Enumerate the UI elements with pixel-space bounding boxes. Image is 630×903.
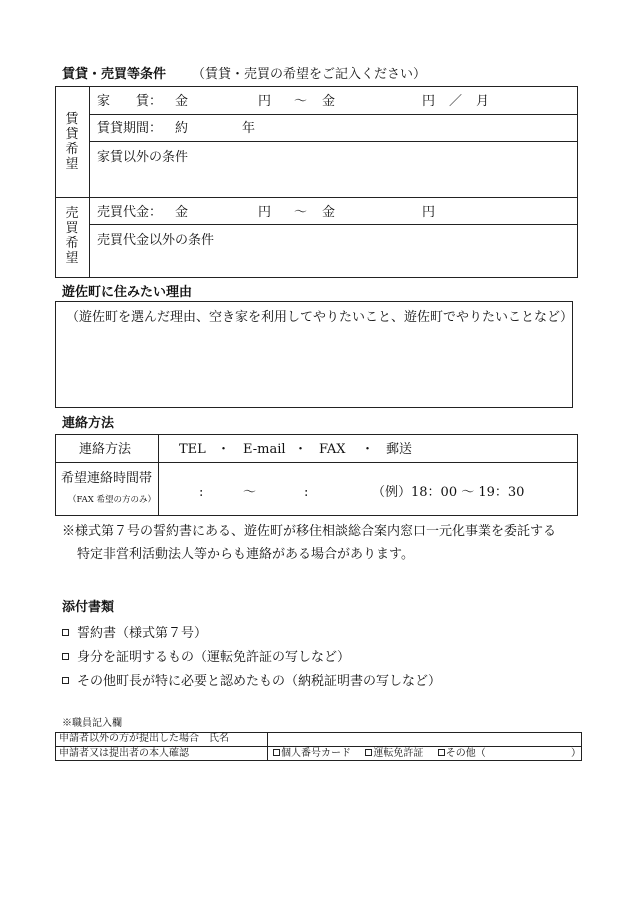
rent-min-field[interactable] bbox=[190, 92, 256, 110]
attachment-item-label: 誓約書（様式第７号） bbox=[77, 626, 208, 641]
time-to-field[interactable] bbox=[284, 482, 334, 500]
sale-other-label: 売買代金以外の条件 bbox=[97, 233, 215, 248]
time-label: 希望連絡時間帯 bbox=[61, 471, 153, 486]
sale-en-from: 円 bbox=[258, 205, 272, 220]
attachments-title: 添付書類 bbox=[62, 600, 115, 615]
reason-hint: （遊佐町を選んだ理由、空き家を利用してやりたいこと、遊佐町でやりたいことなど） bbox=[66, 310, 574, 325]
rent-sale-note: （賃貸・売買の希望をご記入ください） bbox=[192, 67, 427, 82]
staff-title: ※職員記入欄 bbox=[62, 718, 122, 729]
rent-sale-title: 賃貸・売買等条件 bbox=[62, 67, 167, 82]
time-tilde: 〜 bbox=[243, 485, 257, 500]
sale-tilde: 〜 bbox=[294, 205, 308, 220]
rent-tilde: 〜 bbox=[294, 94, 308, 109]
check-option-other[interactable]: その他（ bbox=[438, 748, 486, 759]
staff-row1-label: 申請者以外の方が提出した場合 氏名 bbox=[59, 733, 229, 744]
contact-dot-1: ・ bbox=[217, 442, 231, 457]
sale-label: 売買代金： bbox=[97, 205, 163, 220]
contact-option-email[interactable]: E-mail bbox=[243, 442, 286, 457]
rent-en-to: 円 bbox=[422, 94, 436, 109]
checkbox[interactable] bbox=[62, 629, 69, 636]
time-example: （例）18：00 〜 19：30 bbox=[372, 485, 525, 500]
attachment-item bbox=[62, 646, 351, 665]
sale-en-to: 円 bbox=[422, 205, 436, 220]
check-option-license[interactable]: 運転免許証 bbox=[365, 748, 423, 759]
time-to-colon: : bbox=[304, 485, 309, 500]
contact-dot-3: ・ bbox=[361, 442, 375, 457]
time-from-colon: : bbox=[199, 485, 204, 500]
period-year: 年 bbox=[242, 121, 256, 136]
staff-name-field[interactable] bbox=[270, 733, 580, 745]
rent-month: 月 bbox=[476, 94, 490, 109]
rent-other-label: 家賃以外の条件 bbox=[97, 150, 189, 165]
checkbox[interactable] bbox=[62, 677, 69, 684]
reason-title: 遊佐町に住みたい理由 bbox=[62, 285, 193, 300]
check-option-mynumber[interactable]: 個人番号カード bbox=[273, 748, 351, 759]
notice-line-2: 特定非営利活動法人等からも連絡がある場合があります。 bbox=[77, 547, 414, 562]
sale-side-label: 売買希望 bbox=[65, 206, 79, 266]
notice-line-1: ※様式第７号の誓約書にある、遊佐町が移住相談総合案内窓口一元化事業を委託する bbox=[62, 524, 557, 539]
staff-row2-label: 申請者又は提出者の本人確認 bbox=[59, 748, 189, 759]
contact-option-tel[interactable]: TEL bbox=[179, 442, 206, 457]
rent-kin-from: 金 bbox=[175, 94, 189, 109]
rent-en-from: 円 bbox=[258, 94, 272, 109]
contact-method-label: 連絡方法 bbox=[79, 442, 132, 457]
sale-kin-from: 金 bbox=[175, 205, 189, 220]
contact-title: 連絡方法 bbox=[62, 416, 115, 431]
attachment-item bbox=[62, 670, 442, 689]
sale-other-field[interactable] bbox=[92, 251, 574, 275]
rent-label: 家 賃： bbox=[97, 94, 163, 109]
attachment-item-label: 身分を証明するもの（運転免許証の写しなど） bbox=[77, 650, 351, 665]
rent-slash: ／ bbox=[449, 94, 463, 109]
checkbox[interactable] bbox=[62, 653, 69, 660]
time-sublabel: （FAX 希望の方のみ） bbox=[68, 495, 157, 505]
contact-dot-2: ・ bbox=[294, 442, 308, 457]
attachment-item bbox=[62, 622, 208, 641]
period-label: 賃貸期間： bbox=[97, 121, 163, 136]
sale-max-field[interactable] bbox=[338, 203, 418, 221]
rent-max-field[interactable] bbox=[338, 92, 418, 110]
period-field[interactable] bbox=[192, 119, 240, 137]
rent-kin-to: 金 bbox=[322, 94, 336, 109]
period-yaku: 約 bbox=[175, 121, 189, 136]
sale-kin-to: 金 bbox=[322, 205, 336, 220]
check-option-other-close: ） bbox=[571, 748, 581, 759]
rent-other-field[interactable] bbox=[92, 168, 574, 194]
rent-side-label: 賃貸希望 bbox=[65, 112, 79, 172]
attachment-item-label: その他町長が特に必要と認めたもの（納税証明書の写しなど） bbox=[77, 674, 442, 689]
sale-min-field[interactable] bbox=[190, 203, 256, 221]
staff-check-options bbox=[273, 749, 486, 759]
contact-option-mail[interactable]: 郵送 bbox=[386, 442, 413, 457]
contact-option-fax[interactable]: FAX bbox=[319, 442, 346, 457]
